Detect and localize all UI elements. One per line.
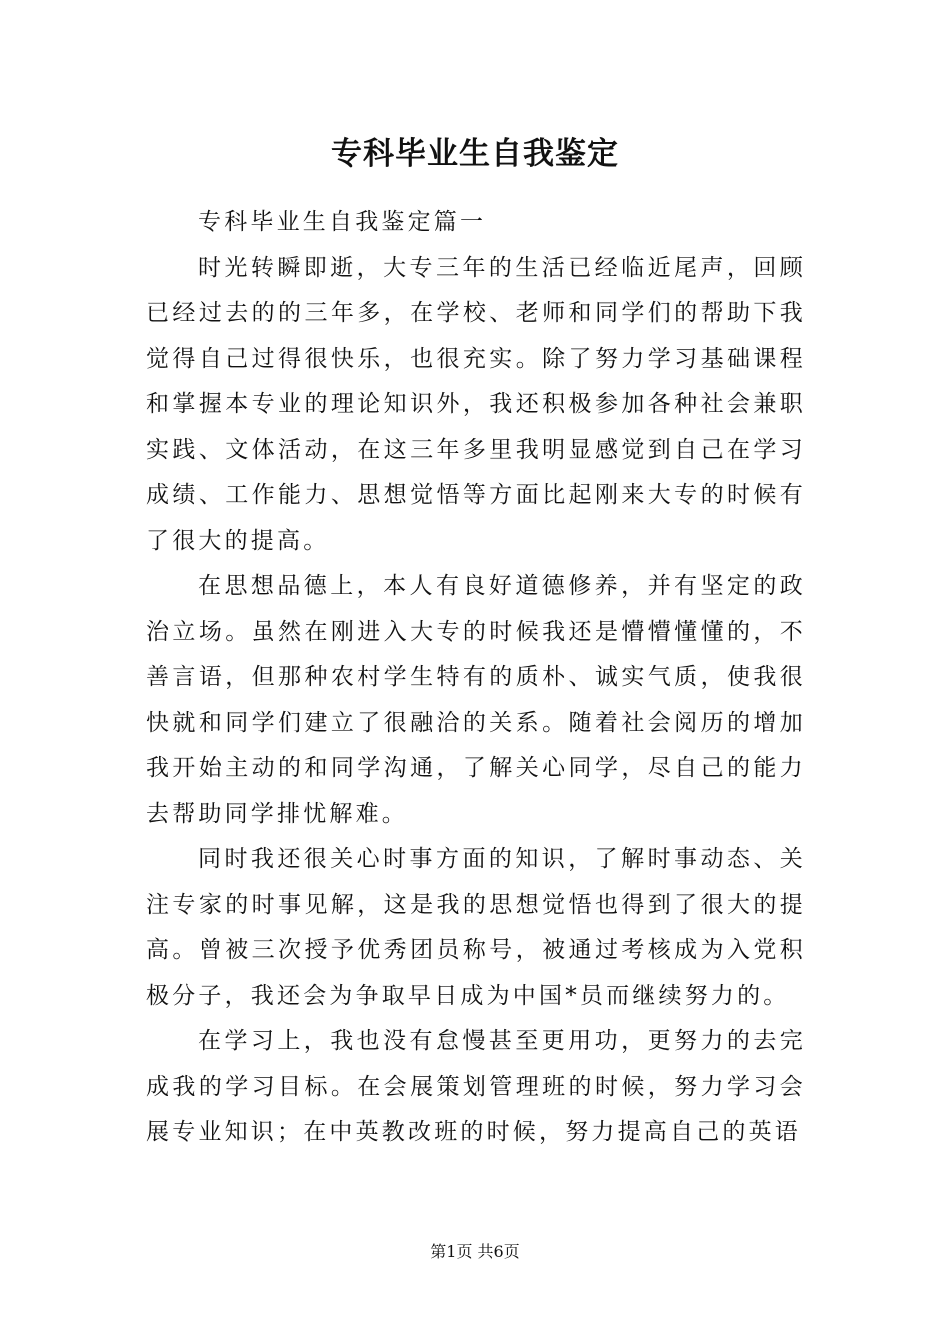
- document-title: 专科毕业生自我鉴定: [331, 136, 619, 172]
- page-footer: [0, 1240, 950, 1264]
- section-heading: 专科毕业生自我鉴定篇一: [198, 209, 487, 235]
- page-indicator: 第1页 共6页: [430, 1242, 520, 1261]
- paragraph-3: 同时我还很关心时事方面的知识，了解时事动态、关注专家的时事见解，这是我的思想觉悟也得到了很大的提高。曾被三次授予优秀团员称号，被通过考核成为入党积极分子，我还会为争取早日成为中国*员而继续努力的。: [146, 846, 806, 1009]
- paragraph-1: 时光转瞬即逝，大专三年的生活已经临近尾声，回顾已经过去的的三年多，在学校、老师和同学们的帮助下我觉得自己过得很快乐，也很充实。除了努力学习基础课程和掌握本专业的理论知识外，我还积极参加各种社会兼职实践、文体活动，在这三年多里我明显感觉到自己在学习成绩、工作能力、思想觉悟等方面比起刚来大专的时候有了很大的提高。: [146, 254, 806, 554]
- document-body: [146, 200, 806, 1156]
- paragraph-4: 在学习上，我也没有怠慢甚至更用功，更努力的去完成我的学习目标。在会展策划管理班的时候，努力学习会展专业知识；在中英教改班的时候，努力提高自己的英语: [146, 1028, 806, 1145]
- paragraph-2: 在思想品德上，本人有良好道德修养，并有坚定的政治立场。虽然在刚进入大专的时候我还是懵懵懂懂的，不善言语，但那种农村学生特有的质朴、诚实气质，使我很快就和同学们建立了很融洽的关系。随着社会阅历的增加我开始主动的和同学沟通，了解关心同学，尽自己的能力去帮助同学排忧解难。: [146, 573, 806, 827]
